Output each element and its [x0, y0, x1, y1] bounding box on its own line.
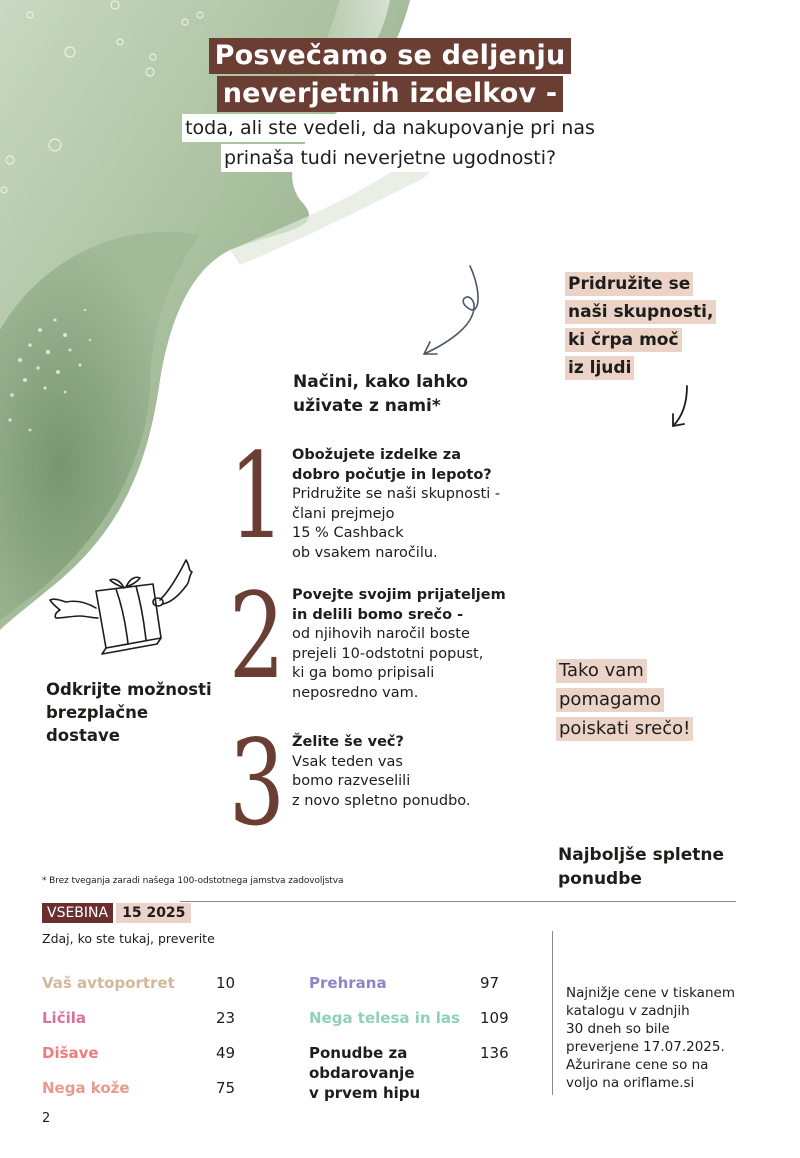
- toc-header: [42, 903, 191, 923]
- page-number: 2: [42, 1111, 51, 1126]
- label-line: obdarovanje: [309, 1064, 415, 1082]
- step-question: in delili bomo srečo -: [292, 606, 464, 623]
- step-question: Želite še več?: [292, 734, 404, 750]
- ways-section-title: [293, 370, 468, 418]
- step-number: 2: [228, 567, 286, 705]
- toc-item-page: 10: [216, 974, 236, 992]
- toc-item-page: 97: [480, 974, 500, 992]
- step-answer: ki ga bomo pripisali: [292, 665, 435, 681]
- step-answer: z novo spletno ponudbo.: [292, 792, 471, 809]
- title-line: dostave: [46, 726, 120, 745]
- callout-line: Tako vam: [556, 659, 647, 683]
- toc-item[interactable]: [42, 973, 262, 1008]
- title-line: Odkrijte možnosti: [46, 680, 212, 699]
- title-line: Načini, kako lahko: [293, 372, 469, 392]
- toc-item[interactable]: [309, 973, 529, 1008]
- delivery-title: [46, 678, 212, 747]
- toc-item-page: 109: [480, 1009, 509, 1027]
- callout-line: iz ljudi: [565, 356, 634, 380]
- step-answer: od njihovih naročil boste: [292, 626, 470, 642]
- step-answer: neposredno vam.: [292, 684, 419, 701]
- notice-line: voljo na oriflame.si: [566, 1075, 695, 1091]
- toc-item[interactable]: [42, 1008, 262, 1043]
- toc-item-label: [309, 1043, 480, 1103]
- headline-line-1: Posvečamo se deljenju: [209, 38, 572, 74]
- community-callout: [565, 271, 716, 383]
- toc-item[interactable]: [42, 1078, 262, 1113]
- divider-line: [180, 901, 736, 902]
- toc-item-label: Nega telesa in las: [309, 1009, 460, 1027]
- label-line: Ponudbe za: [309, 1044, 408, 1062]
- toc-item-page: 136: [480, 1044, 509, 1062]
- notice-line: katalogu v zadnjih: [566, 1003, 690, 1019]
- subheadline-line-1: toda, ali ste vedeli, da nakupovanje pri nas: [182, 114, 598, 142]
- notice-line: 30 dneh so bile: [566, 1021, 670, 1037]
- toc-item-label: Vaš avtoportret: [42, 974, 175, 992]
- step-number: 1: [228, 427, 286, 565]
- best-offers-title: [558, 843, 724, 891]
- toc-item[interactable]: [42, 1043, 262, 1078]
- title-line: uživate z nami*: [293, 396, 441, 416]
- notice-line: Najnižje cene v tiskanem: [566, 985, 735, 1001]
- step-3: [220, 714, 471, 852]
- step-answer: prejeli 10-odstotni popust,: [292, 645, 484, 662]
- headline-line-2: neverjetnih izdelkov -: [217, 76, 564, 112]
- step-answer: Vsak teden vas: [292, 753, 403, 770]
- label-line: v prvem hipu: [309, 1084, 421, 1102]
- arrow-down-left-icon: [665, 384, 693, 430]
- step-answer: ob vsakem naročilu.: [292, 544, 438, 561]
- callout-line: Pridružite se: [565, 272, 693, 296]
- step-answer: člani prejmejo: [292, 505, 395, 522]
- loop-arrow-icon: [410, 262, 490, 362]
- headline-block: [150, 38, 630, 172]
- step-2: [220, 567, 506, 705]
- callout-line: naši skupnosti,: [565, 300, 716, 324]
- step-question: Povejte svojim prijateljem: [292, 587, 506, 603]
- toc-item-page: 75: [216, 1079, 236, 1097]
- toc-intro: Zdaj, ko ste tukaj, preverite: [42, 931, 215, 946]
- toc-item-page: 49: [216, 1044, 236, 1062]
- toc-item-label: Ličila: [42, 1009, 86, 1027]
- step-1: [220, 427, 501, 565]
- title-line: ponudbe: [558, 869, 642, 889]
- toc-item[interactable]: [309, 1008, 529, 1043]
- callout-line: ki črpa moč: [565, 328, 682, 352]
- title-line: Najboljše spletne: [558, 845, 724, 865]
- toc-item[interactable]: [309, 1043, 529, 1103]
- vertical-divider: [552, 931, 553, 1095]
- callout-line: pomagamo: [556, 688, 664, 712]
- step-question: Obožujete izdelke za: [292, 447, 462, 463]
- step-answer: bomo razveselili: [292, 773, 411, 789]
- toc-right-column: [309, 973, 529, 1103]
- toc-item-label: Dišave: [42, 1044, 99, 1062]
- step-question: dobro počutje in lepoto?: [292, 466, 492, 483]
- toc-left-column: [42, 973, 262, 1113]
- toc-issue-number: 15 2025: [116, 903, 191, 923]
- price-notice: [566, 984, 735, 1092]
- luck-callout: [556, 657, 693, 744]
- step-number: 3: [228, 714, 286, 852]
- step-answer: Pridružite se naši skupnosti -: [292, 486, 501, 502]
- title-line: brezplačne: [46, 703, 149, 722]
- toc-tag: VSEBINA: [42, 903, 113, 923]
- subheadline-line-2: prinaša tudi neverjetne ugodnosti?: [221, 144, 559, 172]
- toc-item-label: Nega kože: [42, 1079, 130, 1097]
- notice-line: Ažurirane cene so na: [566, 1057, 709, 1073]
- notice-line: preverjene 17.07.2025.: [566, 1039, 725, 1055]
- callout-line: poiskati srečo!: [556, 717, 693, 741]
- step-answer: 15 % Cashback: [292, 525, 404, 541]
- footnote: * Brez tveganja zaradi našega 100-odstotnega jamstva zadovoljstva: [42, 876, 344, 886]
- winged-gift-box-icon: [46, 556, 196, 666]
- toc-item-page: 23: [216, 1009, 236, 1027]
- toc-item-label: Prehrana: [309, 974, 387, 992]
